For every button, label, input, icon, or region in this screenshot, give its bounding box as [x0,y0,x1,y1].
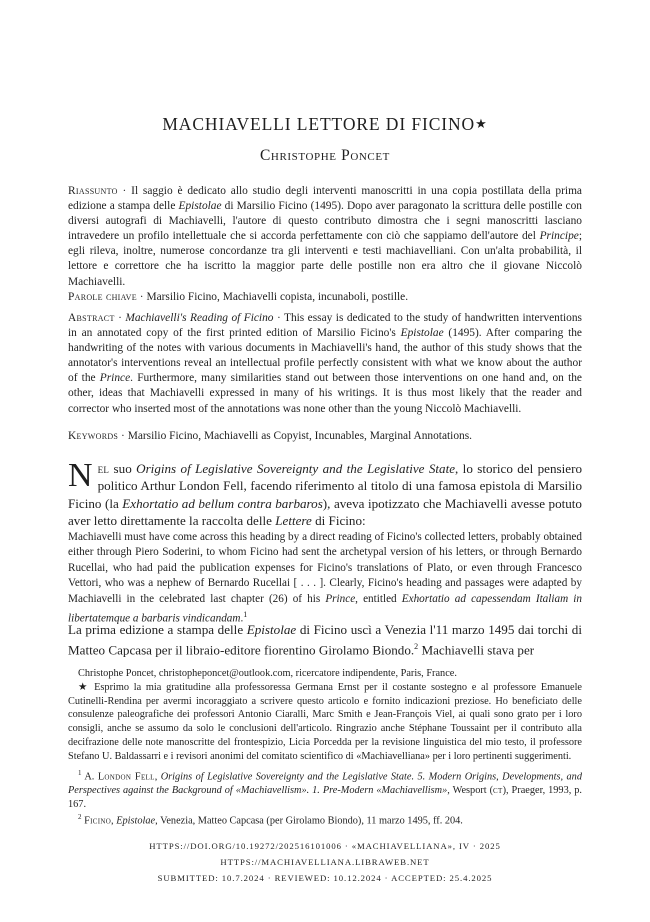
footnote-number: 1 [78,768,82,777]
body-text: di Ficino: [311,513,366,529]
footnote-text: , [154,771,161,782]
footnote-text: A. [84,771,98,782]
article-author: Christophe Poncet [259,147,390,164]
separator: · [117,185,132,197]
separator: · [118,430,128,442]
riassunto-text: Il saggio è dedicato allo studio degli interventi manoscritti in una copia postillata della prima edizione a stampa delle [68,185,582,213]
body-italic: Epistolae [246,622,297,637]
riassunto-italic: Principe [539,230,579,243]
abstract-text: This essay is dedicated to the study of handwritten interventions in an annotated copy of the first printed edition of Marsilio Ficino's [68,312,582,340]
body-text: suo [109,461,137,476]
acknowledgement-note [68,681,582,764]
quote-italic: Prince [325,592,356,605]
body-text: ), aveva ipotizzato che Machiavelli avesse potuto aver letto direttamente la raccolta delle [68,495,582,529]
title-footnote-star: ★ [475,116,488,131]
footer-doi: HTTPS://DOI.ORG/10.19272/202516101006 · «MACHIAVELLIANA», IV · 2025 [149,841,501,851]
abstract-block [68,311,582,417]
keywords-text: Marsilio Ficino, Machiavelli as Copyist, Incunables, Marginal Annotations. [127,430,472,442]
footnote-text: , [111,815,117,827]
separator: · [136,291,147,303]
separator: · [114,312,126,324]
quote-text: , entitled [355,592,402,605]
body-italic: Origins of Legislative Sovereignty and the Legislative State [136,461,456,476]
body-text: La prima edizione a stampa delle [68,622,247,637]
opening-smallcaps: el [97,461,110,476]
body-text: di Ficino uscì a Venezia l'11 marzo 1495 dai torchi di Matteo Capcasa per il libraio-editore fiorentino Girolamo Biondo. [68,622,582,658]
footnote-text: , Venezia, Matteo Capcasa (per Girolamo Biondo), 11 marzo 1495, ff. 204. [155,815,463,827]
body-paragraph-1 [68,457,582,530]
footnote-italic: Epistolae [116,815,156,827]
body-text: , lo storico del pensiero politico Arthur London Fell, facendo riferimento al titolo di una famosa epistola di Marsilio Ficino (la [68,461,582,511]
drop-cap: N [68,457,93,494]
footnote-1 [68,767,582,812]
body-paragraph-2 [68,621,582,659]
footnote-2 [68,811,582,828]
footnote-ref: 1 [243,610,248,620]
riassunto-block [68,184,582,290]
block-quote [68,530,582,627]
keywords-block [68,429,582,444]
acknowledgement-text: Esprimo la mia gratitudine alla professoressa Germana Ernst per il costante sostegno e al professore Emanuele Cutinelli-Rendina per avermi incoraggiato a scrivere questo articolo e fornito indicazioni preziose. Ho beneficiato delle consulenze paleografiche dei professori Antonio Ciaralli, Marc Smith e Jean-François Viel, ai quali sono grato per i loro consigli, anche se assumo da solo le conclusioni dell'articolo. Ringrazio anche Stéphane Toussaint per il contributo alla decifrazione delle note manoscritte del frontespizio, Licia Porcedda per la revisione linguistica del mio testo, il professore Stefano U. Baldassarri e i revisori anonimi del comitato scientifico di «Machiavelliana» per i loro pertinenti suggerimenti. [68,681,582,762]
parole-chiave-label: Parole chiave [68,291,137,303]
abstract-italic: Prince [99,372,131,385]
footnotes [68,667,582,829]
article-title [0,114,650,135]
footnote-number: 2 [78,813,82,822]
abstract-label: Abstract [68,312,115,324]
footnote-text: ), Praeger, 1993, p. 167. [68,784,582,810]
body-text: Machiavelli stava per [418,642,535,658]
keywords-label: Keywords [68,430,119,442]
riassunto-label: Riassunto [68,185,118,197]
abstract-italic-title: Machiavelli's Reading of Ficino [125,312,274,324]
footnote-smallcaps: ct [493,784,503,796]
quote-italic: Exhortatio ad capessendam Italiam in libertatemque a barbaris vindicandam [68,592,582,625]
body-italic: Lettere [275,513,312,529]
footer-dates: SUBMITTED: 10.7.2024 · REVIEWED: 10.12.2024 · ACCEPTED: 25.4.2025 [157,873,493,883]
affiliation-note: Christophe Poncet, christopheponcet@outlook.com, ricercatore indipendente, Paris, France. [78,668,457,679]
footnote-italic: Origins of Legislative Sovereignty and the Legislative State. 5. Modern Origins, Developments, and Perspectives against the Background of «Machiavellism». 1. Pre-Modern «Machiavellism» [68,771,582,796]
abstract-italic: Epistolae [400,327,444,340]
title-text: MACHIAVELLI LETTORE DI FICINO [162,114,476,134]
footnote-author: Ficino [84,815,112,827]
riassunto-text: ; egli rileva, inoltre, numerose concordanze tra gli interventi e testi machiavelliani. Con un'alta probabilità, il lettore e correttore che ha iscritto la maggior parte delle postille non era altro che il giovane Niccolò Machiavelli. [68,230,582,288]
footnote-text: , Wesport ( [447,784,494,796]
footnote-ref: 2 [414,642,419,652]
riassunto-text: di Marsilio Ficino (1495). Dopo aver paragonato la scrittura delle postille con diversi autografi di Machiavelli, l'autore di questo contributo dimostra che i segni manoscritti lasciano intravedere un profilo intellettuale che si accorda perfettamente con ciò che sappiamo dell'autore del [68,200,582,243]
abstract-text: (1495). After comparing the handwriting of the notes with various documents in Machiavelli's hand, the author of this study shows that the annotator's interventions reveal an intellectual profile perfectly consistent with what we know about the author of the [68,327,582,385]
abstract-text: . Furthermore, many similarities stand out between those interventions on one hand and, on the other, ideas that Machiavelli expressed in many of his writings. It is thus most likely that the reader and corrector who inserted most of the annotations was none other than the young Niccolò Machiavelli. [68,372,582,415]
parole-chiave-block [68,290,582,305]
quote-text: . [240,612,244,625]
footnote-star: ★ [78,681,90,693]
footnote-author: London Fell [97,771,155,782]
quote-text: Machiavelli must have come across this heading by a direct reading of Ficino's collected letters, probably obtained either through Piero Soderini, to whom Ficino had sent the archetypal version of his letters, or through Bernardo Rucellai, who had paid the publication expenses for Ficino's translations of Plato, or even through Francesco Vettori, who was a nephew of Bernardo Rucellai [ . . . ]. Clearly, Ficino's heading and passages were adapted by Machiavelli in the celebrated last chapter (26) of his [68,531,582,605]
separator: · [273,312,284,324]
footer-url: HTTPS://MACHIAVELLIANA.LIBRAWEB.NET [220,857,430,867]
parole-chiave-text: Marsilio Ficino, Machiavelli copista, incunaboli, postille. [146,291,409,303]
body-italic: Exhortatio ad bellum contra barbaros [122,495,323,511]
riassunto-italic: Epistolae [178,200,222,213]
